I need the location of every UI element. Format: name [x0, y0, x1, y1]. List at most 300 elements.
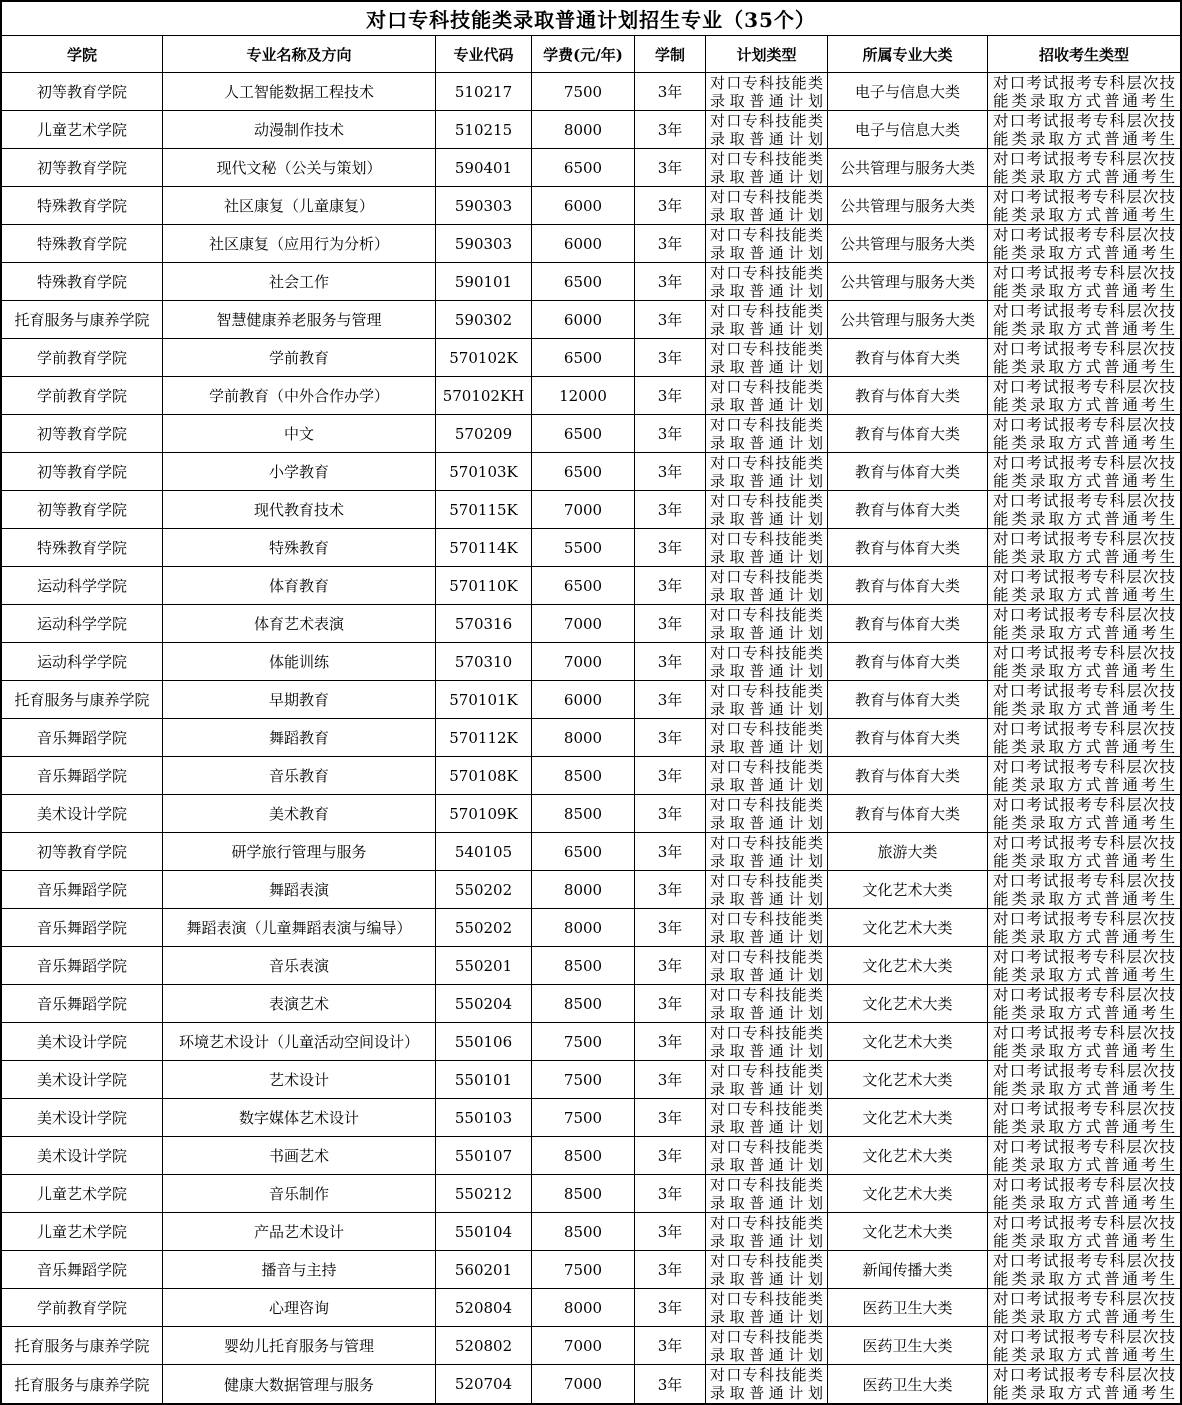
table-row: [2, 1137, 1180, 1175]
cell-category: 教育与体育大类: [828, 339, 988, 376]
cell-college: 托育服务与康养学院: [2, 1365, 163, 1403]
table-row: [2, 301, 1180, 339]
cell-plan-type: 对口专科技能类录取普通计划: [706, 149, 828, 186]
cell-code: 510217: [436, 73, 532, 110]
cell-college: 美术设计学院: [2, 1061, 163, 1098]
cell-major: 特殊教育: [163, 529, 436, 566]
cell-category: 公共管理与服务大类: [828, 187, 988, 224]
cell-applicant-type: 对口考试报考专科层次技能类录取方式普通考生: [993, 74, 1175, 110]
cell-code: 550202: [436, 871, 532, 908]
cell-tuition: 6000: [532, 301, 635, 338]
cell-code: 570310: [436, 643, 532, 680]
cell-category: 医药卫生大类: [828, 1365, 988, 1403]
cell-plan-type: 对口专科技能类录取普通计划: [706, 681, 828, 718]
cell-duration: 3年: [635, 111, 706, 148]
cell-college: 初等教育学院: [2, 833, 163, 870]
cell-plan-type: 对口专科技能类录取普通计划: [706, 377, 828, 414]
cell-applicant-type: 对口考试报考专科层次技能类录取方式普通考生: [993, 150, 1175, 186]
cell-tuition: 7000: [532, 1365, 635, 1403]
cell-category: 医药卫生大类: [828, 1327, 988, 1364]
cell-major: 音乐教育: [163, 757, 436, 794]
cell-major: 美术教育: [163, 795, 436, 832]
cell-code: 570316: [436, 605, 532, 642]
cell-code: 570114K: [436, 529, 532, 566]
cell-duration: 3年: [635, 1251, 706, 1288]
table-row: [2, 529, 1180, 567]
cell-code: 550106: [436, 1023, 532, 1060]
cell-major: 表演艺术: [163, 985, 436, 1022]
cell-applicant-type: 对口考试报考专科层次技能类录取方式普通考生: [993, 682, 1175, 718]
cell-category: 旅游大类: [828, 833, 988, 870]
table-row: [2, 1099, 1180, 1137]
cell-applicant-type: 对口考试报考专科层次技能类录取方式普通考生: [993, 1214, 1175, 1250]
table-row: [2, 453, 1180, 491]
cell-tuition: 7000: [532, 491, 635, 528]
cell-plan-type: 对口专科技能类录取普通计划: [706, 491, 828, 528]
table-row: [2, 985, 1180, 1023]
cell-tuition: 8500: [532, 1175, 635, 1212]
cell-college: 运动科学学院: [2, 643, 163, 680]
cell-tuition: 8500: [532, 1213, 635, 1250]
cell-major: 舞蹈表演: [163, 871, 436, 908]
cell-duration: 3年: [635, 643, 706, 680]
cell-code: 570112K: [436, 719, 532, 756]
cell-duration: 3年: [635, 871, 706, 908]
table-row: [2, 833, 1180, 871]
cell-plan-type: 对口专科技能类录取普通计划: [706, 1061, 828, 1098]
cell-applicant-type: 对口考试报考专科层次技能类录取方式普通考生: [993, 492, 1175, 528]
cell-duration: 3年: [635, 985, 706, 1022]
cell-tuition: 6500: [532, 453, 635, 490]
cell-applicant-type: 对口考试报考专科层次技能类录取方式普通考生: [993, 302, 1175, 338]
cell-college: 初等教育学院: [2, 73, 163, 110]
cell-college: 初等教育学院: [2, 453, 163, 490]
cell-applicant-type: 对口考试报考专科层次技能类录取方式普通考生: [993, 454, 1175, 490]
cell-category: 电子与信息大类: [828, 111, 988, 148]
cell-major: 心理咨询: [163, 1289, 436, 1326]
cell-tuition: 6500: [532, 415, 635, 452]
cell-category: 教育与体育大类: [828, 795, 988, 832]
cell-applicant-type: 对口考试报考专科层次技能类录取方式普通考生: [993, 606, 1175, 642]
cell-duration: 3年: [635, 225, 706, 262]
cell-duration: 3年: [635, 529, 706, 566]
cell-duration: 3年: [635, 415, 706, 452]
cell-duration: 3年: [635, 1213, 706, 1250]
cell-plan-type: 对口专科技能类录取普通计划: [706, 1251, 828, 1288]
cell-major: 播音与主持: [163, 1251, 436, 1288]
cell-applicant-type: 对口考试报考专科层次技能类录取方式普通考生: [993, 720, 1175, 756]
table-row: [2, 681, 1180, 719]
cell-plan-type: 对口专科技能类录取普通计划: [706, 1327, 828, 1364]
cell-applicant-type: 对口考试报考专科层次技能类录取方式普通考生: [993, 986, 1175, 1022]
cell-tuition: 8000: [532, 719, 635, 756]
cell-code: 590401: [436, 149, 532, 186]
cell-major: 音乐表演: [163, 947, 436, 984]
cell-applicant-type: 对口考试报考专科层次技能类录取方式普通考生: [993, 644, 1175, 680]
table-row: [2, 187, 1180, 225]
cell-college: 学前教育学院: [2, 339, 163, 376]
cell-code: 590101: [436, 263, 532, 300]
cell-major: 环境艺术设计（儿童活动空间设计）: [163, 1023, 436, 1060]
cell-duration: 3年: [635, 73, 706, 110]
cell-code: 550212: [436, 1175, 532, 1212]
cell-duration: 3年: [635, 1365, 706, 1403]
cell-college: 儿童艺术学院: [2, 1213, 163, 1250]
cell-category: 教育与体育大类: [828, 719, 988, 756]
cell-category: 文化艺术大类: [828, 909, 988, 946]
cell-code: 570115K: [436, 491, 532, 528]
cell-duration: 3年: [635, 719, 706, 756]
cell-tuition: 5500: [532, 529, 635, 566]
cell-duration: 3年: [635, 263, 706, 300]
table-row: [2, 263, 1180, 301]
cell-plan-type: 对口专科技能类录取普通计划: [706, 833, 828, 870]
cell-major: 舞蹈表演（儿童舞蹈表演与编导）: [163, 909, 436, 946]
cell-college: 特殊教育学院: [2, 187, 163, 224]
cell-code: 570110K: [436, 567, 532, 604]
cell-college: 音乐舞蹈学院: [2, 1251, 163, 1288]
table-row: [2, 491, 1180, 529]
cell-tuition: 8500: [532, 947, 635, 984]
cell-tuition: 7000: [532, 605, 635, 642]
cell-college: 特殊教育学院: [2, 529, 163, 566]
cell-tuition: 8500: [532, 985, 635, 1022]
cell-college: 学前教育学院: [2, 1289, 163, 1326]
cell-applicant-type: 对口考试报考专科层次技能类录取方式普通考生: [993, 1252, 1175, 1288]
cell-college: 音乐舞蹈学院: [2, 909, 163, 946]
cell-duration: 3年: [635, 1289, 706, 1326]
cell-plan-type: 对口专科技能类录取普通计划: [706, 567, 828, 604]
cell-duration: 3年: [635, 1137, 706, 1174]
cell-tuition: 6500: [532, 833, 635, 870]
cell-college: 初等教育学院: [2, 415, 163, 452]
header-major: 专业名称及方向: [163, 36, 436, 72]
cell-college: 美术设计学院: [2, 1137, 163, 1174]
cell-category: 教育与体育大类: [828, 529, 988, 566]
cell-plan-type: 对口专科技能类录取普通计划: [706, 453, 828, 490]
cell-code: 570103K: [436, 453, 532, 490]
cell-major: 体育艺术表演: [163, 605, 436, 642]
cell-tuition: 12000: [532, 377, 635, 414]
cell-applicant-type: 对口考试报考专科层次技能类录取方式普通考生: [993, 264, 1175, 300]
cell-category: 教育与体育大类: [828, 491, 988, 528]
cell-major: 婴幼儿托育服务与管理: [163, 1327, 436, 1364]
cell-plan-type: 对口专科技能类录取普通计划: [706, 1365, 828, 1403]
cell-tuition: 8500: [532, 1137, 635, 1174]
table-row: [2, 1061, 1180, 1099]
cell-duration: 3年: [635, 301, 706, 338]
cell-code: 550103: [436, 1099, 532, 1136]
cell-applicant-type: 对口考试报考专科层次技能类录取方式普通考生: [993, 1100, 1175, 1136]
cell-duration: 3年: [635, 187, 706, 224]
table-row: [2, 643, 1180, 681]
cell-code: 510215: [436, 111, 532, 148]
cell-category: 文化艺术大类: [828, 1099, 988, 1136]
cell-duration: 3年: [635, 909, 706, 946]
cell-plan-type: 对口专科技能类录取普通计划: [706, 871, 828, 908]
table-row: [2, 871, 1180, 909]
cell-major: 舞蹈教育: [163, 719, 436, 756]
cell-tuition: 8000: [532, 871, 635, 908]
cell-tuition: 8500: [532, 757, 635, 794]
header-plan-type: 计划类型: [706, 36, 828, 72]
cell-applicant-type: 对口考试报考专科层次技能类录取方式普通考生: [993, 796, 1175, 832]
cell-code: 570101K: [436, 681, 532, 718]
cell-code: 570209: [436, 415, 532, 452]
cell-major: 音乐制作: [163, 1175, 436, 1212]
cell-applicant-type: 对口考试报考专科层次技能类录取方式普通考生: [993, 112, 1175, 148]
table-row: [2, 1023, 1180, 1061]
cell-duration: 3年: [635, 795, 706, 832]
cell-category: 教育与体育大类: [828, 567, 988, 604]
cell-code: 520804: [436, 1289, 532, 1326]
cell-major: 中文: [163, 415, 436, 452]
cell-plan-type: 对口专科技能类录取普通计划: [706, 757, 828, 794]
cell-college: 美术设计学院: [2, 795, 163, 832]
cell-applicant-type: 对口考试报考专科层次技能类录取方式普通考生: [993, 1024, 1175, 1060]
cell-duration: 3年: [635, 1023, 706, 1060]
cell-applicant-type: 对口考试报考专科层次技能类录取方式普通考生: [993, 568, 1175, 604]
cell-major: 健康大数据管理与服务: [163, 1365, 436, 1403]
cell-plan-type: 对口专科技能类录取普通计划: [706, 187, 828, 224]
cell-category: 文化艺术大类: [828, 1213, 988, 1250]
cell-code: 570102KH: [436, 377, 532, 414]
table-row: [2, 795, 1180, 833]
cell-tuition: 6000: [532, 681, 635, 718]
cell-duration: 3年: [635, 149, 706, 186]
cell-tuition: 7500: [532, 1023, 635, 1060]
cell-tuition: 7500: [532, 1061, 635, 1098]
cell-code: 520704: [436, 1365, 532, 1403]
cell-plan-type: 对口专科技能类录取普通计划: [706, 795, 828, 832]
cell-plan-type: 对口专科技能类录取普通计划: [706, 263, 828, 300]
cell-college: 美术设计学院: [2, 1099, 163, 1136]
cell-category: 教育与体育大类: [828, 415, 988, 452]
cell-category: 教育与体育大类: [828, 643, 988, 680]
table-row: [2, 73, 1180, 111]
cell-applicant-type: 对口考试报考专科层次技能类录取方式普通考生: [993, 910, 1175, 946]
cell-plan-type: 对口专科技能类录取普通计划: [706, 339, 828, 376]
cell-college: 学前教育学院: [2, 377, 163, 414]
cell-college: 音乐舞蹈学院: [2, 947, 163, 984]
cell-major: 早期教育: [163, 681, 436, 718]
cell-duration: 3年: [635, 1099, 706, 1136]
cell-category: 新闻传播大类: [828, 1251, 988, 1288]
cell-duration: 3年: [635, 567, 706, 604]
cell-tuition: 6500: [532, 567, 635, 604]
cell-code: 550104: [436, 1213, 532, 1250]
cell-code: 570102K: [436, 339, 532, 376]
cell-plan-type: 对口专科技能类录取普通计划: [706, 1023, 828, 1060]
cell-major: 社区康复（儿童康复）: [163, 187, 436, 224]
table-row: [2, 225, 1180, 263]
cell-tuition: 7500: [532, 1251, 635, 1288]
cell-college: 音乐舞蹈学院: [2, 871, 163, 908]
table-body: [2, 73, 1180, 1403]
cell-college: 美术设计学院: [2, 1023, 163, 1060]
cell-college: 音乐舞蹈学院: [2, 985, 163, 1022]
table-row: [2, 149, 1180, 187]
cell-category: 文化艺术大类: [828, 871, 988, 908]
cell-applicant-type: 对口考试报考专科层次技能类录取方式普通考生: [993, 1290, 1175, 1326]
cell-tuition: 6500: [532, 149, 635, 186]
cell-code: 570109K: [436, 795, 532, 832]
cell-plan-type: 对口专科技能类录取普通计划: [706, 947, 828, 984]
cell-category: 文化艺术大类: [828, 1175, 988, 1212]
cell-plan-type: 对口专科技能类录取普通计划: [706, 301, 828, 338]
cell-duration: 3年: [635, 339, 706, 376]
cell-tuition: 7000: [532, 1327, 635, 1364]
cell-category: 电子与信息大类: [828, 73, 988, 110]
cell-major: 数字媒体艺术设计: [163, 1099, 436, 1136]
cell-college: 初等教育学院: [2, 491, 163, 528]
cell-category: 医药卫生大类: [828, 1289, 988, 1326]
header-row: [2, 36, 1180, 73]
table-row: [2, 1213, 1180, 1251]
cell-category: 教育与体育大类: [828, 377, 988, 414]
cell-tuition: 6500: [532, 263, 635, 300]
cell-duration: 3年: [635, 491, 706, 528]
cell-applicant-type: 对口考试报考专科层次技能类录取方式普通考生: [993, 1062, 1175, 1098]
cell-category: 教育与体育大类: [828, 605, 988, 642]
cell-code: 550202: [436, 909, 532, 946]
cell-major: 现代教育技术: [163, 491, 436, 528]
table-row: [2, 1365, 1180, 1403]
table-row: [2, 947, 1180, 985]
cell-category: 文化艺术大类: [828, 985, 988, 1022]
cell-code: 590302: [436, 301, 532, 338]
table-row: [2, 377, 1180, 415]
cell-category: 公共管理与服务大类: [828, 301, 988, 338]
cell-applicant-type: 对口考试报考专科层次技能类录取方式普通考生: [993, 188, 1175, 224]
cell-plan-type: 对口专科技能类录取普通计划: [706, 111, 828, 148]
cell-plan-type: 对口专科技能类录取普通计划: [706, 985, 828, 1022]
cell-duration: 3年: [635, 757, 706, 794]
cell-category: 文化艺术大类: [828, 1023, 988, 1060]
cell-major: 艺术设计: [163, 1061, 436, 1098]
header-category: 所属专业大类: [828, 36, 988, 72]
cell-college: 儿童艺术学院: [2, 111, 163, 148]
cell-duration: 3年: [635, 947, 706, 984]
cell-plan-type: 对口专科技能类录取普通计划: [706, 605, 828, 642]
cell-code: 590303: [436, 187, 532, 224]
cell-category: 公共管理与服务大类: [828, 149, 988, 186]
cell-plan-type: 对口专科技能类录取普通计划: [706, 225, 828, 262]
cell-code: 570108K: [436, 757, 532, 794]
cell-plan-type: 对口专科技能类录取普通计划: [706, 1099, 828, 1136]
cell-category: 文化艺术大类: [828, 947, 988, 984]
cell-category: 公共管理与服务大类: [828, 263, 988, 300]
cell-applicant-type: 对口考试报考专科层次技能类录取方式普通考生: [993, 948, 1175, 984]
cell-category: 文化艺术大类: [828, 1061, 988, 1098]
cell-applicant-type: 对口考试报考专科层次技能类录取方式普通考生: [993, 416, 1175, 452]
table-row: [2, 909, 1180, 947]
cell-duration: 3年: [635, 377, 706, 414]
cell-college: 托育服务与康养学院: [2, 301, 163, 338]
header-duration: 学制: [635, 36, 706, 72]
cell-plan-type: 对口专科技能类录取普通计划: [706, 1175, 828, 1212]
cell-major: 研学旅行管理与服务: [163, 833, 436, 870]
header-college: 学院: [2, 36, 163, 72]
cell-tuition: 8000: [532, 909, 635, 946]
table-row: [2, 1327, 1180, 1365]
cell-college: 特殊教育学院: [2, 225, 163, 262]
table-row: [2, 415, 1180, 453]
cell-plan-type: 对口专科技能类录取普通计划: [706, 73, 828, 110]
cell-category: 教育与体育大类: [828, 681, 988, 718]
cell-applicant-type: 对口考试报考专科层次技能类录取方式普通考生: [993, 1328, 1175, 1364]
cell-college: 音乐舞蹈学院: [2, 719, 163, 756]
cell-applicant-type: 对口考试报考专科层次技能类录取方式普通考生: [993, 340, 1175, 376]
cell-category: 教育与体育大类: [828, 453, 988, 490]
cell-major: 体能训练: [163, 643, 436, 680]
cell-code: 550101: [436, 1061, 532, 1098]
cell-duration: 3年: [635, 605, 706, 642]
cell-plan-type: 对口专科技能类录取普通计划: [706, 529, 828, 566]
cell-plan-type: 对口专科技能类录取普通计划: [706, 1137, 828, 1174]
table-row: [2, 757, 1180, 795]
cell-category: 公共管理与服务大类: [828, 225, 988, 262]
cell-duration: 3年: [635, 1175, 706, 1212]
cell-applicant-type: 对口考试报考专科层次技能类录取方式普通考生: [993, 758, 1175, 794]
table-row: [2, 567, 1180, 605]
cell-tuition: 7000: [532, 643, 635, 680]
cell-tuition: 7500: [532, 1099, 635, 1136]
cell-plan-type: 对口专科技能类录取普通计划: [706, 719, 828, 756]
cell-plan-type: 对口专科技能类录取普通计划: [706, 415, 828, 452]
cell-major: 社会工作: [163, 263, 436, 300]
cell-major: 智慧健康养老服务与管理: [163, 301, 436, 338]
cell-major: 学前教育: [163, 339, 436, 376]
table-title: 对口专科技能类录取普通计划招生专业（35个）: [2, 2, 1180, 36]
cell-major: 现代文秘（公关与策划）: [163, 149, 436, 186]
cell-category: 文化艺术大类: [828, 1137, 988, 1174]
header-code: 专业代码: [436, 36, 532, 72]
cell-code: 550204: [436, 985, 532, 1022]
cell-major: 体育教育: [163, 567, 436, 604]
cell-tuition: 8000: [532, 111, 635, 148]
cell-major: 书画艺术: [163, 1137, 436, 1174]
cell-college: 托育服务与康养学院: [2, 1327, 163, 1364]
cell-major: 学前教育（中外合作办学）: [163, 377, 436, 414]
cell-college: 特殊教育学院: [2, 263, 163, 300]
cell-code: 590303: [436, 225, 532, 262]
cell-plan-type: 对口专科技能类录取普通计划: [706, 1289, 828, 1326]
table-row: [2, 605, 1180, 643]
table-row: [2, 1175, 1180, 1213]
cell-major: 产品艺术设计: [163, 1213, 436, 1250]
cell-college: 音乐舞蹈学院: [2, 757, 163, 794]
cell-college: 运动科学学院: [2, 605, 163, 642]
cell-duration: 3年: [635, 1327, 706, 1364]
cell-plan-type: 对口专科技能类录取普通计划: [706, 909, 828, 946]
table-row: [2, 1289, 1180, 1327]
cell-tuition: 6000: [532, 187, 635, 224]
cell-code: 520802: [436, 1327, 532, 1364]
table-row: [2, 719, 1180, 757]
cell-major: 小学教育: [163, 453, 436, 490]
cell-applicant-type: 对口考试报考专科层次技能类录取方式普通考生: [993, 1366, 1175, 1402]
cell-code: 540105: [436, 833, 532, 870]
cell-tuition: 6500: [532, 339, 635, 376]
cell-plan-type: 对口专科技能类录取普通计划: [706, 1213, 828, 1250]
cell-duration: 3年: [635, 453, 706, 490]
cell-duration: 3年: [635, 833, 706, 870]
table-row: [2, 1251, 1180, 1289]
cell-plan-type: 对口专科技能类录取普通计划: [706, 643, 828, 680]
cell-applicant-type: 对口考试报考专科层次技能类录取方式普通考生: [993, 1138, 1175, 1174]
cell-tuition: 6000: [532, 225, 635, 262]
